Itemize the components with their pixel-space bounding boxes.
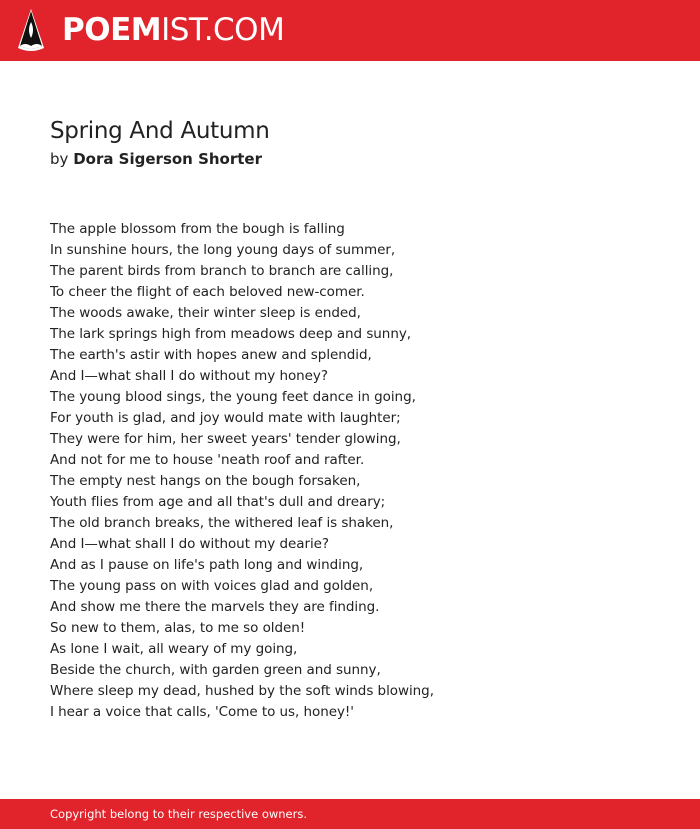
logo-text-light: IST.COM [161, 12, 285, 48]
by-label: by [50, 150, 69, 168]
poem-line: The old branch breaks, the withered leaf is shaken, [50, 515, 394, 531]
poem-line: And I—what shall I do without my honey? [50, 368, 328, 384]
author-name: Dora Sigerson Shorter [73, 150, 262, 168]
poem-line: The earth's astir with hopes anew and splendid, [50, 347, 372, 363]
poem-line: They were for him, her sweet years' tender glowing, [50, 431, 401, 447]
site-footer [0, 799, 700, 829]
copyright-text: Copyright belong to their respective owners. [50, 807, 308, 821]
site-logo[interactable] [62, 11, 284, 49]
poem-body [50, 219, 434, 723]
pencil-tip-icon [15, 8, 47, 52]
poem-line: The young blood sings, the young feet dance in going, [50, 389, 416, 405]
poem-line: The empty nest hangs on the bough forsaken, [50, 473, 361, 489]
poem-line: Beside the church, with garden green and sunny, [50, 662, 381, 678]
poem-line: The young pass on with voices glad and golden, [50, 578, 374, 594]
poem-title: Spring And Autumn [50, 118, 270, 144]
byline [50, 148, 262, 170]
poem-line: As lone I wait, all weary of my going, [50, 641, 298, 657]
poem-line: The apple blossom from the bough is falling [50, 221, 345, 237]
poem-line: In sunshine hours, the long young days of summer, [50, 242, 396, 258]
poem-line: And as I pause on life's path long and winding, [50, 557, 364, 573]
poem-line: And not for me to house 'neath roof and rafter. [50, 452, 365, 468]
poem-line: Youth flies from age and all that's dull and dreary; [50, 494, 386, 510]
site-header [0, 0, 700, 61]
poem-line: To cheer the flight of each beloved new-comer. [50, 284, 365, 300]
poem-line: And I—what shall I do without my dearie? [50, 536, 330, 552]
poem-line: The woods awake, their winter sleep is ended, [50, 305, 361, 321]
poem-line: So new to them, alas, to me so olden! [50, 620, 306, 636]
poem-line: The parent birds from branch to branch are calling, [50, 263, 394, 279]
poem-line: And show me there the marvels they are finding. [50, 599, 380, 615]
poem-line: For youth is glad, and joy would mate with laughter; [50, 410, 401, 426]
poem-line: I hear a voice that calls, 'Come to us, honey!' [50, 704, 354, 720]
poem-line: Where sleep my dead, hushed by the soft winds blowing, [50, 683, 434, 699]
logo-text-bold: POEM [62, 12, 162, 48]
poem-line: The lark springs high from meadows deep and sunny, [50, 326, 412, 342]
